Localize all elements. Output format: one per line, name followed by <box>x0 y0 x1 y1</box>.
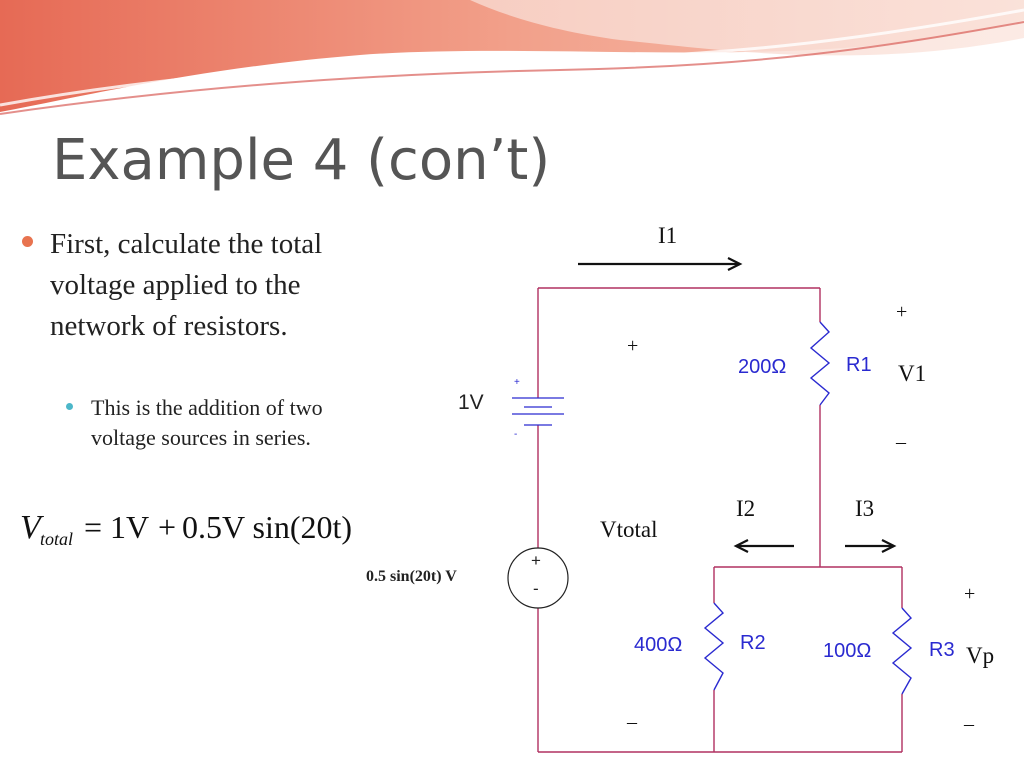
eq-v-subscript: total <box>40 529 74 549</box>
label-vtotal: Vtotal <box>600 517 658 542</box>
battery-minus-label: - <box>514 429 518 440</box>
eq-plus: + <box>158 509 177 545</box>
battery-plus-label: + <box>514 377 520 388</box>
label-vp-minus: – <box>964 713 974 735</box>
i3-arrow <box>845 540 894 552</box>
bullet-text-sub: This is the addition of two voltage sources in series. <box>91 395 323 450</box>
r1-name-label: R1 <box>846 354 872 376</box>
r2-value-label: 400Ω <box>634 634 683 656</box>
slide-title: Example 4 (con’t) <box>52 128 551 193</box>
label-vtotal-plus: + <box>627 335 639 357</box>
i2-arrow <box>736 540 794 552</box>
label-vtotal-minus: – <box>627 711 637 733</box>
ac-source-value-label: 0.5 sin(20t) V <box>366 568 457 585</box>
battery-value-label: 1V <box>458 391 484 414</box>
r1-value-label: 200Ω <box>738 356 787 378</box>
label-vp: Vp <box>966 643 995 668</box>
label-v1-plus: + <box>896 301 908 323</box>
bullet-text-main: First, calculate the total voltage applied to the network of resistors. <box>50 228 323 342</box>
eq-term1: 1V <box>110 509 150 545</box>
resistor-r2-symbol <box>705 603 723 690</box>
r3-name-label: R3 <box>929 639 955 661</box>
battery-symbol <box>512 398 564 425</box>
label-i2: I2 <box>736 496 756 521</box>
resistor-r3-symbol <box>893 608 911 694</box>
label-vp-plus: + <box>964 583 976 605</box>
r2-name-label: R2 <box>740 632 766 654</box>
label-i3: I3 <box>855 496 875 521</box>
r3-value-label: 100Ω <box>823 640 872 662</box>
i1-arrow <box>578 258 740 270</box>
label-v1: V1 <box>898 361 927 386</box>
eq-equals: = <box>84 509 103 545</box>
label-v1-minus: – <box>896 431 906 453</box>
eq-v: V <box>20 509 41 546</box>
resistor-r1-symbol <box>811 322 829 405</box>
eq-term2: 0.5V sin(20t) <box>182 509 353 545</box>
ac-source-plus-label: + <box>531 551 541 570</box>
label-i1: I1 <box>658 223 678 248</box>
ac-source-minus-label: - <box>533 579 539 598</box>
